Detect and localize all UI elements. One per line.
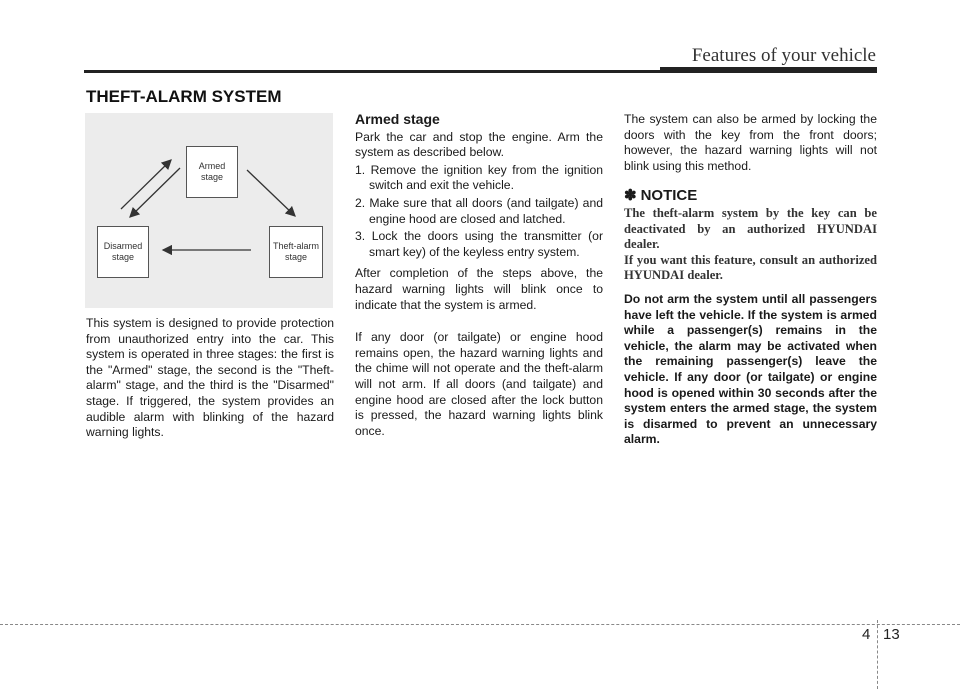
chapter-number: 4 bbox=[862, 626, 871, 643]
armed-lead: Park the car and stop the engine. Arm the system as described below. bbox=[355, 129, 603, 160]
disarmed-label-1: Disarmed bbox=[103, 241, 143, 251]
theft-label-1: Theft-alarm bbox=[272, 241, 319, 251]
page-number: 13 bbox=[883, 626, 900, 643]
notice-star-icon: ✽ bbox=[624, 187, 637, 205]
header-accent-bar bbox=[660, 67, 877, 73]
step-item: 3. Lock the doors using the transmitter (or smart key) of the keyless entry system. bbox=[355, 229, 603, 259]
warning-paragraph: Do not arm the system until all passengers have left the vehicle. If the system is armed while a passenger(s) remains in the vehicle, the alarm may be activated when the remaining passenger(s) leave the vehicle. If any door (or tailgate) or engine hood is opened within 30 seconds after the system enters the armed stage, the system is disarmed to prevent an unnecessary alarm. bbox=[624, 291, 877, 447]
notice-heading bbox=[624, 188, 877, 204]
section-title: THEFT-ALARM SYSTEM bbox=[86, 87, 282, 106]
notice-line-1: The theft-alarm system by the key can be deactivated by an authorized HYUNDAI dealer. bbox=[624, 205, 877, 252]
notice-line-2: If you want this feature, consult an authorized HYUNDAI dealer. bbox=[624, 252, 877, 283]
armed-para2: If any door (or tailgate) or engine hood remains open, the hazard warning lights and the chime will not operate and the theft-alarm will not arm. If all doors (and tailgate) and engine hood are closed after the lock button is pressed, the hazard warning lights blink once. bbox=[355, 330, 603, 438]
armed-steps bbox=[355, 163, 603, 261]
armed-label-1: Armed bbox=[198, 161, 226, 171]
column-3 bbox=[624, 112, 877, 457]
column-1 bbox=[86, 112, 334, 450]
notice-text bbox=[624, 206, 877, 284]
armed-stage-heading: Armed stage bbox=[355, 111, 440, 127]
disarmed-label-2: stage bbox=[111, 252, 134, 262]
notice-title: NOTICE bbox=[640, 187, 698, 205]
theft-label-2: stage bbox=[284, 252, 307, 262]
chapter-title: Features of your vehicle bbox=[691, 45, 876, 66]
footer-divider bbox=[877, 620, 878, 689]
key-arm-paragraph: The system can also be armed by locking the doors with the key from the front doors; however, the hazard warning lights will not blink using this method. bbox=[624, 112, 877, 173]
footer-rule bbox=[0, 624, 960, 625]
armed-after: After completion of the steps above, the hazard warning lights will blink once to indicate that the system is armed. bbox=[355, 266, 603, 312]
intro-paragraph: This system is designed to provide protection from unauthorized entry into the car. This system is operated in three stages: the first is the "Armed" stage, the second is the "Theft-alarm" stage, and the third is the "Disarmed" stage. If triggered, the system provides an audible alarm with blinking of the hazard warning lights. bbox=[86, 316, 334, 440]
armed-label-2: stage bbox=[200, 172, 223, 182]
column-2 bbox=[355, 112, 603, 448]
step-item: 2. Make sure that all doors (and tailgate) and engine hood are closed and latched. bbox=[355, 195, 603, 226]
step-item: 1. Remove the ignition key from the ignition switch and exit the vehicle. bbox=[355, 162, 603, 193]
